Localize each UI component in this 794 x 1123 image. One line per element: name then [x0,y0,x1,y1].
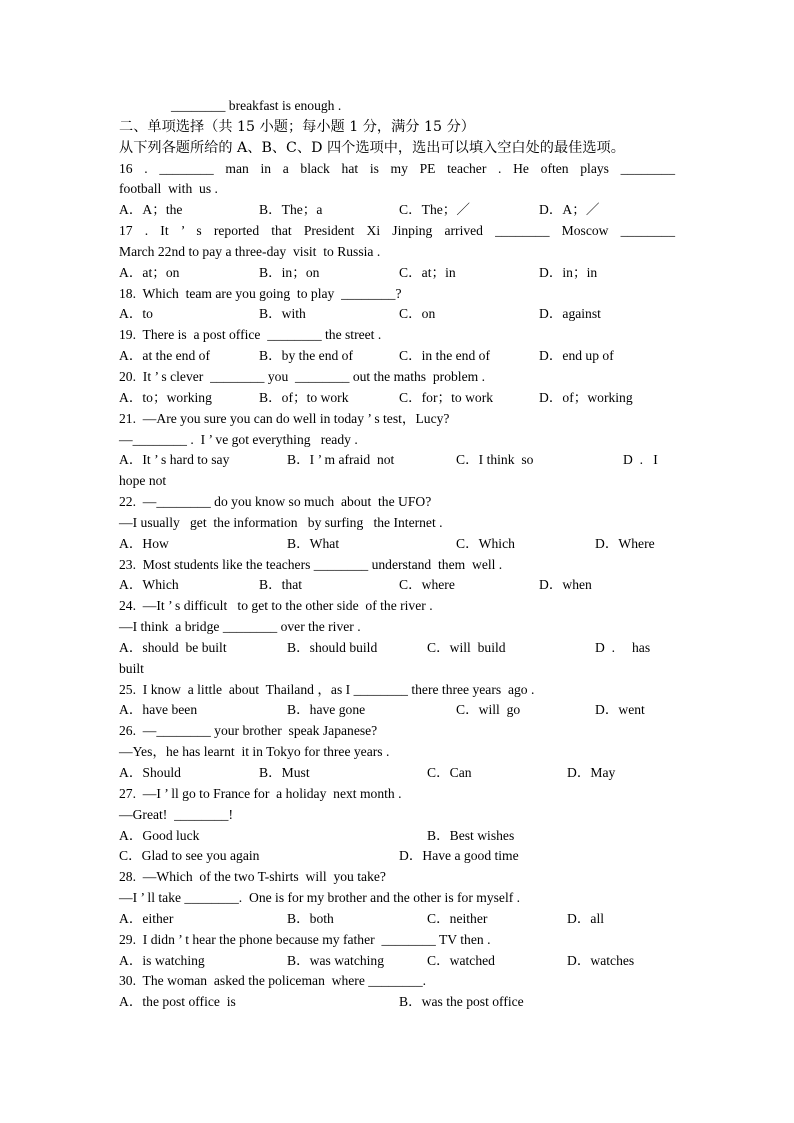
question-24-option-d-cont: built [119,660,144,676]
question-26-options [119,763,675,784]
option-d: D．end up of [539,348,614,364]
option-b: B．with [259,306,306,322]
option-c: C．will go [456,702,521,718]
exam-page [119,96,675,1013]
option-c: C．I think so [456,452,534,468]
question-30-options [119,992,675,1013]
option-c: C．for；to work [399,389,494,405]
option-c: C．neither [427,910,488,926]
option-a: A．to；working [119,389,212,405]
question-26-stem: 26. —________ your brother speak Japanese? [119,723,378,739]
option-d: D．Have a good time [399,848,519,864]
question-28-stem: 28. —Which of the two T-shirts will you take? [119,869,386,885]
option-d: D．May [567,765,616,780]
option-c: C．watched [427,952,495,968]
option-b: B．of；to work [259,389,349,405]
option-d: D．of；working [539,389,633,405]
question-18-stem: 18. Which team are you going to play ________? [119,285,402,301]
lead-line: ________ breakfast is enough . [171,98,342,113]
option-d: D . I [623,452,658,468]
question-26-stem-cont: —Yes，he has learnt it in Tokyo for three years . [119,744,390,760]
question-22-stem: 22. —________ do you know so much about the UFO? [119,494,432,510]
question-19-options [119,346,675,367]
question-27-stem-cont: —Great! ________! [119,806,234,822]
option-b: B．have gone [287,702,366,718]
question-16-stem-cont: football with us . [119,181,218,197]
option-c: C．in the end of [399,348,490,364]
question-17-stem: 17 . It ’ s reported that President Xi Jinping arrived ________ Moscow ________ [119,223,675,239]
option-c: C．Can [427,765,472,780]
option-b: B．Must [259,765,310,780]
option-d: D．against [539,306,601,322]
option-c: C．The；／ [399,202,470,218]
question-21-options [119,450,675,471]
option-d: D．all [567,910,604,926]
option-a: A．Which [119,577,179,593]
option-d: D．A；／ [539,202,600,218]
option-b: B．both [287,910,334,926]
option-c: C．will build [427,639,506,655]
option-b: B．should build [287,639,378,655]
question-19-stem: 19. There is a post office ________ the street . [119,327,382,343]
option-a: A．is watching [119,952,205,968]
option-a: A．It ’ s hard to say [119,452,230,468]
option-a: A．A；the [119,202,183,218]
question-22-stem-cont: —I usually get the information by surfing the Internet . [119,514,443,530]
question-17-options [119,263,675,284]
question-24-options [119,638,675,659]
option-c: C．where [399,577,455,593]
option-d: D．went [595,702,645,718]
question-29-stem: 29. I didn ’ t hear the phone because my father ________ TV then . [119,931,491,947]
option-c: C．Which [456,535,515,551]
question-21-stem: 21. —Are you sure you can do well in today ’ s test，Lucy? [119,410,450,426]
question-25-options [119,700,675,721]
question-21-option-d-cont: hope not [119,473,167,489]
question-27-options-cd [119,846,675,867]
question-28-options [119,909,675,930]
question-21-stem-cont: —________ . I ’ ve got everything ready . [119,431,358,447]
question-20-stem: 20. It ’ s clever ________ you ________ out the maths problem . [119,368,485,384]
question-30-stem: 30. The woman asked the policeman where ________. [119,973,427,989]
question-23-stem: 23. Most students like the teachers ________ understand them well . [119,556,503,572]
question-17-stem-cont: March 22nd to pay a three-day visit to Russia . [119,243,381,259]
option-d: D．Where [595,535,655,551]
question-23-options [119,575,675,596]
option-a: A．How [119,535,169,551]
option-b: B．What [287,535,340,551]
option-c: C．at；in [399,264,456,280]
option-d: D．when [539,577,592,593]
question-16-options [119,200,675,221]
question-27-stem: 27. —I ’ ll go to France for a holiday next month . [119,785,402,801]
option-a: A．at the end of [119,348,210,364]
question-29-options [119,951,675,972]
option-b: B．Best wishes [427,827,515,843]
option-b: B．by the end of [259,348,354,364]
option-b: B．was watching [287,952,385,968]
question-24-stem-cont: —I think a bridge ________ over the river . [119,619,361,635]
option-a: A．the post office is [119,994,236,1010]
question-25-stem: 25. I know a little about Thailand ，as I ________ there three years ago . [119,681,535,697]
option-a: A．at；on [119,264,180,280]
question-22-options [119,534,675,555]
option-d: D . has [595,639,651,655]
option-a: A．should be built [119,639,227,655]
option-a: A．Good luck [119,827,200,843]
question-24-stem: 24. —It ’ s difficult to get to the other side of the river . [119,598,433,614]
question-28-stem-cont: —I ’ ll take ________. One is for my brother and the other is for myself . [119,890,521,906]
question-27-options-ab [119,826,675,847]
option-b: B．I ’ m afraid not [287,452,395,468]
option-b: B．The；a [259,202,323,218]
option-c: C．Glad to see you again [119,848,260,864]
option-b: B．was the post office [399,994,524,1010]
option-b: B．in；on [259,264,320,280]
question-20-options [119,388,675,409]
option-a: A．Should [119,765,181,780]
section-title: 二、单项选择（共 15 小题；每小题 1 分，满分 15 分） [119,118,475,135]
option-a: A．to [119,306,153,322]
option-a: A．either [119,910,174,926]
question-16-stem: 16 . ________ man in a black hat is my PE teacher . He often plays ________ [119,160,675,176]
option-d: D．watches [567,952,635,968]
option-b: B．that [259,577,303,593]
option-c: C．on [399,306,436,322]
option-a: A．have been [119,702,198,718]
question-18-options [119,304,675,325]
option-d: D．in；in [539,264,598,280]
section-instructions: 从下列各题所给的 A、B、C、D 四个选项中，选出可以填入空白处的最佳选项。 [119,139,625,156]
